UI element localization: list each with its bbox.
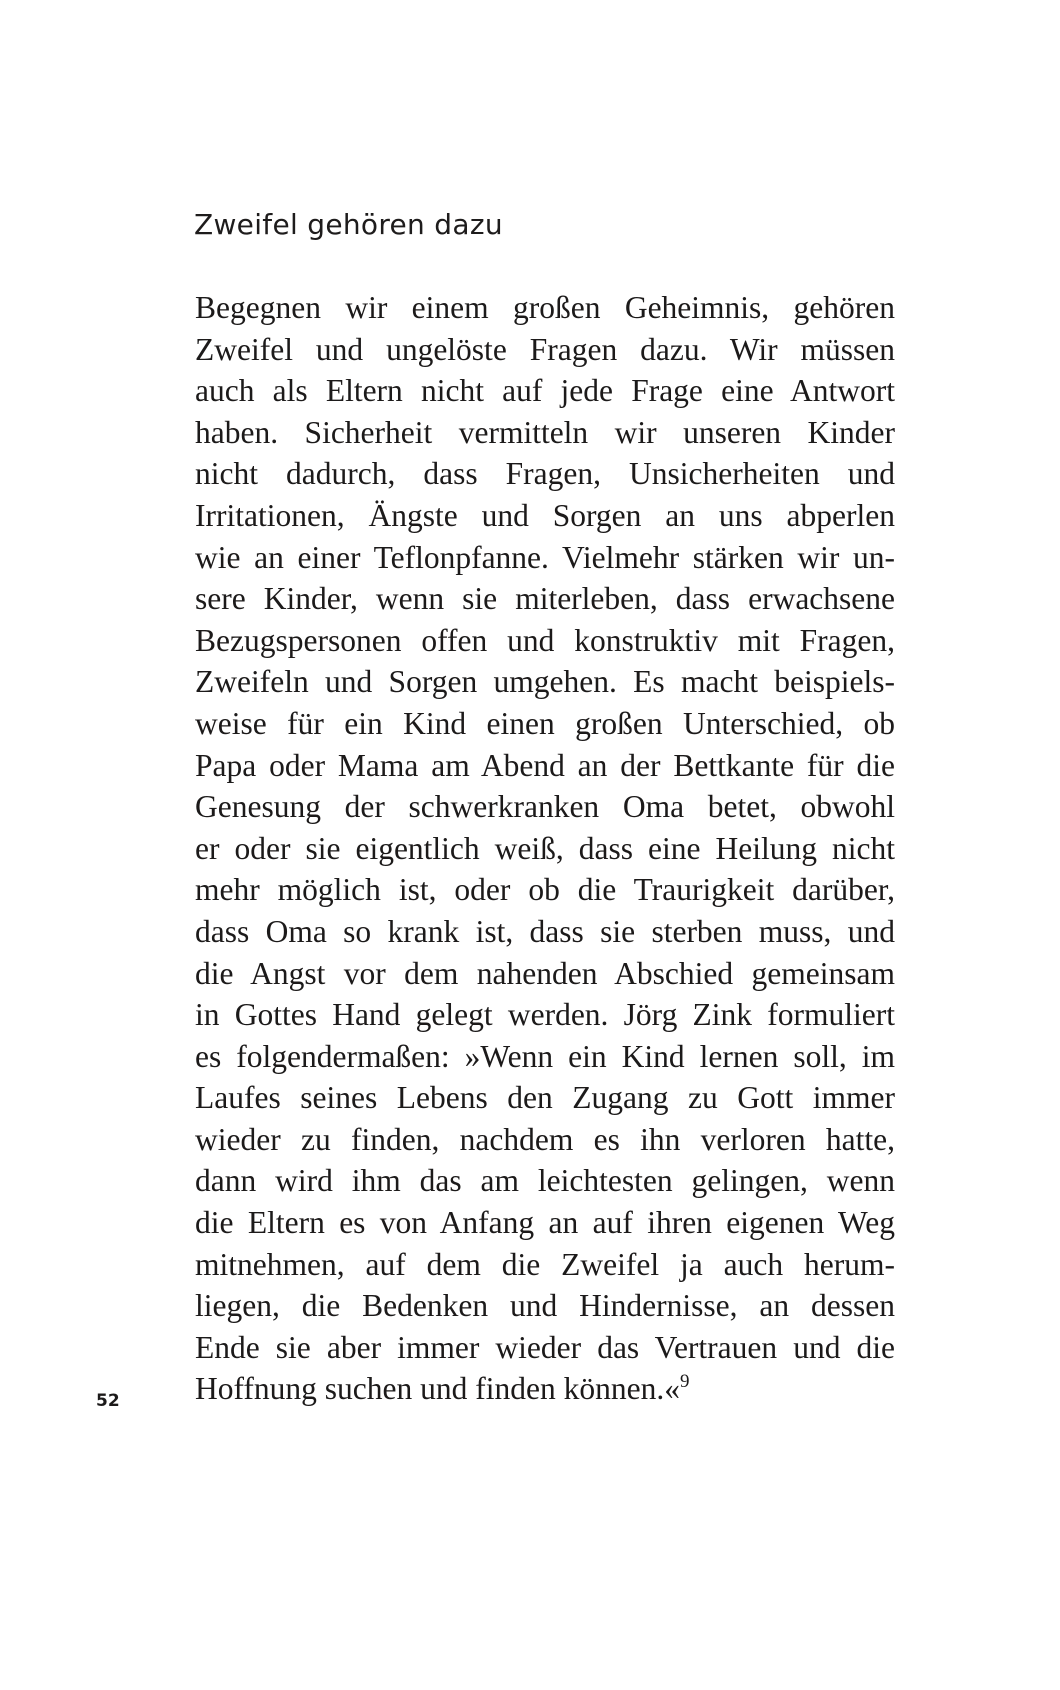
page-number: 52: [96, 1391, 120, 1411]
text-line: auch als Eltern nicht auf jede Frage eine Antwort: [195, 373, 895, 409]
text-line: in Gottes Hand gelegt werden. Jörg Zink formuliert: [195, 997, 895, 1033]
text-line: dass Oma so krank ist, dass sie sterben muss, und: [195, 913, 895, 949]
body-paragraph: [195, 287, 895, 1410]
text-line: die Eltern es von Anfang an auf ihren eigenen Weg: [195, 1205, 895, 1241]
text-line: Bezugspersonen offen und konstruktiv mit Fragen,: [195, 622, 895, 658]
text-line: nicht dadurch, dass Fragen, Unsicherheiten und: [195, 456, 895, 492]
text-line: weise für ein Kind einen großen Unterschied, ob: [195, 705, 895, 741]
text-line: wieder zu finden, nachdem es ihn verloren hatte,: [195, 1121, 895, 1157]
text-line: Papa oder Mama am Abend an der Bettkante für die: [195, 747, 895, 783]
text-line: dann wird ihm das am leichtesten gelingen, wenn: [195, 1163, 895, 1199]
text-line: Zweifel und ungelöste Fragen dazu. Wir müssen: [195, 331, 895, 367]
text-line: haben. Sicherheit vermitteln wir unseren Kinder: [195, 414, 895, 450]
text-line: es folgendermaßen: »Wenn ein Kind lernen soll, im: [195, 1038, 895, 1074]
footnote-reference[interactable]: 9: [679, 1371, 690, 1393]
text-line-last: [195, 1368, 895, 1410]
text-line: Irritationen, Ängste und Sorgen an uns abperlen: [195, 497, 895, 533]
text-line: Genesung der schwerkranken Oma betet, obwohl: [195, 789, 895, 825]
text-line: wie an einer Teflonpfanne. Vielmehr stärken wir un-: [195, 539, 895, 575]
text-line: mehr möglich ist, oder ob die Traurigkeit darüber,: [195, 872, 895, 908]
section-heading: Zweifel gehören dazu: [194, 208, 503, 241]
last-line-text: Hoffnung suchen und finden können.«: [195, 1371, 680, 1407]
text-line: die Angst vor dem nahenden Abschied gemeinsam: [195, 955, 895, 991]
text-line: sere Kinder, wenn sie miterleben, dass erwachsene: [195, 581, 895, 617]
text-line: liegen, die Bedenken und Hindernisse, an dessen: [195, 1288, 895, 1324]
text-line: mitnehmen, auf dem die Zweifel ja auch herum-: [195, 1246, 895, 1282]
text-line: Laufes seines Lebens den Zugang zu Gott immer: [195, 1080, 895, 1116]
text-line: Begegnen wir einem großen Geheimnis, gehören: [195, 290, 895, 325]
text-line: er oder sie eigentlich weiß, dass eine Heilung nicht: [195, 830, 895, 866]
text-line: Ende sie aber immer wieder das Vertrauen und die: [195, 1329, 895, 1365]
text-line: Zweifeln und Sorgen umgehen. Es macht beispiels-: [195, 664, 895, 700]
